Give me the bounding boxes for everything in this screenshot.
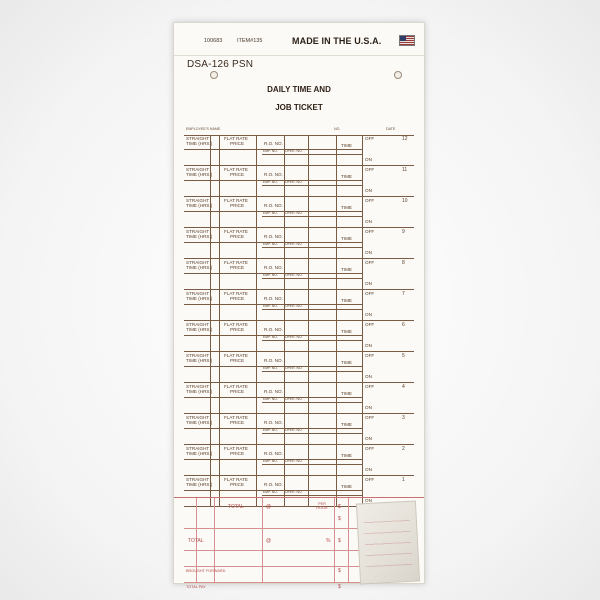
row-midline [262, 247, 362, 248]
emp-no-label: EMP. NO. [263, 459, 278, 463]
straight-label: STRAIGHT [186, 291, 210, 296]
row-number: 7 [402, 291, 405, 297]
ro-no-label: R.O. NO. [264, 327, 283, 332]
time-hrs-label: TIME (HRS.) [186, 451, 213, 456]
totals-divider [348, 498, 349, 583]
time-entry-row [184, 383, 414, 414]
row-divider [336, 135, 337, 165]
price-label: PRICE [230, 265, 245, 270]
time-hrs-label: TIME (HRS.) [186, 327, 213, 332]
row-divider [308, 352, 309, 382]
row-midline [262, 309, 362, 310]
time-entry-rows [184, 135, 414, 507]
time-label: TIME [341, 453, 352, 458]
row-divider [210, 259, 211, 289]
price-label: PRICE [230, 203, 245, 208]
total-label: TOTAL [188, 538, 204, 544]
made-in-usa-label: MADE IN THE U.S.A. [292, 36, 382, 46]
off-label: OFF [365, 446, 375, 451]
row-divider [210, 228, 211, 258]
row-divider [308, 228, 309, 258]
row-divider [210, 352, 211, 382]
per-hour-label: PER HOUR [316, 502, 328, 510]
time-hrs-label: TIME (HRS.) [186, 203, 213, 208]
dollar-sign: $ [338, 584, 341, 590]
time-hrs-label: TIME (HRS.) [186, 358, 213, 363]
time-entry-row [184, 166, 414, 197]
time-hrs-label: TIME (HRS.) [186, 234, 213, 239]
dollar-sign: $ [338, 538, 341, 544]
time-entry-row [184, 445, 414, 476]
emp-no-label: EMP. NO. [263, 304, 278, 308]
row-divider [219, 228, 220, 258]
on-label: ON [365, 157, 372, 162]
flat-rate-label: FLAT RATE [224, 198, 248, 203]
row-midline [262, 371, 362, 372]
oper-no-label: OPER. NO. [285, 149, 303, 153]
row-divider [336, 197, 337, 227]
row-midline [262, 216, 362, 217]
time-hrs-label: TIME (HRS.) [186, 482, 213, 487]
row-number: 1 [402, 477, 405, 483]
emp-no-label: EMP. NO. [263, 366, 278, 370]
row-divider [256, 290, 257, 320]
row-divider [336, 166, 337, 196]
off-label: OFF [365, 291, 375, 296]
straight-label: STRAIGHT [186, 229, 210, 234]
off-label: OFF [365, 415, 375, 420]
straight-label: STRAIGHT [186, 477, 210, 482]
price-label: PRICE [230, 172, 245, 177]
time-entry-row [184, 414, 414, 445]
row-midline [262, 495, 362, 496]
row-divider [219, 383, 220, 413]
row-divider [308, 135, 309, 165]
totals-grid [184, 498, 360, 590]
time-entry-row [184, 290, 414, 321]
at-symbol: @ [266, 504, 272, 510]
price-label: PRICE [230, 234, 245, 239]
percent-sign: % [326, 538, 331, 544]
total-pay-label: TOTAL PAY [186, 585, 206, 589]
row-divider [362, 259, 363, 289]
oper-no-label: OPER. NO. [285, 273, 303, 277]
row-divider [219, 414, 220, 444]
row-divider [219, 135, 220, 165]
dollar-sign: $ [338, 504, 341, 510]
on-label: ON [365, 467, 372, 472]
ro-no-label: R.O. NO. [264, 389, 283, 394]
emp-no-label: EMP. NO. [263, 211, 278, 215]
on-label: ON [365, 312, 372, 317]
row-number: 8 [402, 260, 405, 266]
row-divider [308, 445, 309, 475]
straight-label: STRAIGHT [186, 136, 210, 141]
emp-no-label: EMP. NO. [263, 397, 278, 401]
row-midline [262, 154, 362, 155]
row-midline [262, 464, 362, 465]
price-label: PRICE [230, 141, 245, 146]
time-label: TIME [341, 236, 352, 241]
straight-label: STRAIGHT [186, 322, 210, 327]
ro-no-label: R.O. NO. [264, 296, 283, 301]
model-number: DSA-126 PSN [187, 59, 254, 70]
oper-no-label: OPER. NO. [285, 180, 303, 184]
time-entry-row [184, 259, 414, 290]
row-divider [362, 228, 363, 258]
time-hrs-label: TIME (HRS.) [186, 172, 213, 177]
flat-rate-label: FLAT RATE [224, 477, 248, 482]
total-label-top: TOTAL [228, 504, 244, 510]
oper-no-label: OPER. NO. [285, 366, 303, 370]
item-number: ITEM#135 [237, 38, 263, 44]
ro-no-label: R.O. NO. [264, 358, 283, 363]
emp-no-label: EMP. NO. [263, 428, 278, 432]
time-label: TIME [341, 391, 352, 396]
time-label: TIME [341, 329, 352, 334]
row-divider [219, 352, 220, 382]
row-divider [210, 197, 211, 227]
row-divider [210, 290, 211, 320]
row-divider [308, 321, 309, 351]
row-divider [219, 321, 220, 351]
row-divider [256, 135, 257, 165]
price-label: PRICE [230, 327, 245, 332]
time-entry-row [184, 197, 414, 228]
flat-rate-label: FLAT RATE [224, 136, 248, 141]
top-strip [174, 23, 424, 56]
ro-no-label: R.O. NO. [264, 482, 283, 487]
straight-label: STRAIGHT [186, 415, 210, 420]
off-label: OFF [365, 260, 375, 265]
on-label: ON [365, 498, 372, 503]
row-divider [362, 414, 363, 444]
totals-section [174, 497, 424, 590]
row-number: 11 [402, 167, 408, 173]
ticket-title-line2: JOB TICKET [275, 103, 323, 112]
oper-no-label: OPER. NO. [285, 211, 303, 215]
row-divider [256, 414, 257, 444]
time-label: TIME [341, 143, 352, 148]
emp-no-label: EMP. NO. [263, 242, 278, 246]
time-label: TIME [341, 422, 352, 427]
time-hrs-label: TIME (HRS.) [186, 389, 213, 394]
row-divider [256, 259, 257, 289]
emp-no-label: EMP. NO. [263, 490, 278, 494]
row-midline [262, 402, 362, 403]
time-entry-row [184, 135, 414, 166]
row-divider [362, 321, 363, 351]
on-label: ON [365, 250, 372, 255]
ro-no-label: R.O. NO. [264, 451, 283, 456]
brought-forward-label: BROUGHT FORWARD [186, 569, 226, 573]
off-label: OFF [365, 136, 375, 141]
price-label: PRICE [230, 482, 245, 487]
row-divider [336, 414, 337, 444]
straight-label: STRAIGHT [186, 446, 210, 451]
row-divider [256, 383, 257, 413]
off-label: OFF [365, 198, 375, 203]
straight-label: STRAIGHT [186, 167, 210, 172]
off-label: OFF [365, 384, 375, 389]
straight-label: STRAIGHT [186, 198, 210, 203]
row-divider [256, 321, 257, 351]
oper-no-label: OPER. NO. [285, 397, 303, 401]
emp-no-label: EMP. NO. [263, 180, 278, 184]
at-symbol: @ [266, 538, 272, 544]
punch-hole-right [394, 71, 402, 79]
row-divider [336, 445, 337, 475]
row-divider [210, 445, 211, 475]
row-divider [210, 166, 211, 196]
flat-rate-label: FLAT RATE [224, 353, 248, 358]
ro-no-label: R.O. NO. [264, 234, 283, 239]
totals-divider [334, 498, 335, 583]
stock-code: 100683 [204, 38, 223, 44]
time-hrs-label: TIME (HRS.) [186, 296, 213, 301]
row-divider [362, 352, 363, 382]
row-number: 2 [402, 446, 405, 452]
row-midline [262, 278, 362, 279]
row-divider [219, 445, 220, 475]
row-divider [308, 414, 309, 444]
row-divider [336, 352, 337, 382]
ticket-title-line1: DAILY TIME AND [267, 85, 331, 94]
price-label: PRICE [230, 420, 245, 425]
flat-rate-label: FLAT RATE [224, 167, 248, 172]
row-divider [362, 166, 363, 196]
row-divider [336, 259, 337, 289]
flat-rate-label: FLAT RATE [224, 446, 248, 451]
on-label: ON [365, 343, 372, 348]
flat-rate-label: FLAT RATE [224, 260, 248, 265]
on-label: ON [365, 405, 372, 410]
straight-label: STRAIGHT [186, 260, 210, 265]
on-label: ON [365, 374, 372, 379]
time-label: TIME [341, 267, 352, 272]
row-divider [219, 290, 220, 320]
row-divider [362, 290, 363, 320]
row-number: 3 [402, 415, 405, 421]
row-number: 9 [402, 229, 405, 235]
row-divider [308, 259, 309, 289]
row-divider [210, 321, 211, 351]
row-number: 10 [402, 198, 408, 204]
row-divider [256, 352, 257, 382]
ro-no-label: R.O. NO. [264, 141, 283, 146]
time-entry-row [184, 228, 414, 259]
row-divider [308, 166, 309, 196]
no-label: NO. [334, 127, 341, 131]
row-midline [262, 433, 362, 434]
on-label: ON [365, 436, 372, 441]
row-number: 6 [402, 322, 405, 328]
time-label: TIME [341, 360, 352, 365]
off-label: OFF [365, 167, 375, 172]
emp-no-label: EMP. NO. [263, 149, 278, 153]
emp-no-label: EMP. NO. [263, 273, 278, 277]
row-divider [219, 166, 220, 196]
time-label: TIME [341, 484, 352, 489]
time-hrs-label: TIME (HRS.) [186, 141, 213, 146]
row-midline [262, 185, 362, 186]
off-label: OFF [365, 322, 375, 327]
time-hrs-label: TIME (HRS.) [186, 265, 213, 270]
row-divider [336, 383, 337, 413]
row-midline [262, 340, 362, 341]
price-label: PRICE [230, 358, 245, 363]
row-number: 5 [402, 353, 405, 359]
flat-rate-label: FLAT RATE [224, 415, 248, 420]
off-label: OFF [365, 229, 375, 234]
ro-no-label: R.O. NO. [264, 265, 283, 270]
straight-label: STRAIGHT [186, 353, 210, 358]
row-number: 12 [402, 136, 408, 142]
on-label: ON [365, 281, 372, 286]
dollar-sign: $ [338, 568, 341, 574]
row-divider [210, 383, 211, 413]
totals-divider [262, 498, 263, 583]
row-divider [308, 197, 309, 227]
oper-no-label: OPER. NO. [285, 428, 303, 432]
date-label: DATE [386, 127, 396, 131]
flat-rate-label: FLAT RATE [224, 384, 248, 389]
row-divider [256, 166, 257, 196]
price-label: PRICE [230, 389, 245, 394]
oper-no-label: OPER. NO. [285, 459, 303, 463]
flat-rate-label: FLAT RATE [224, 322, 248, 327]
row-divider [362, 383, 363, 413]
oper-no-label: OPER. NO. [285, 335, 303, 339]
dollar-sign: $ [338, 516, 341, 522]
row-divider [256, 197, 257, 227]
ro-no-label: R.O. NO. [264, 203, 283, 208]
price-label: PRICE [230, 296, 245, 301]
row-divider [362, 445, 363, 475]
row-divider [308, 383, 309, 413]
ro-no-label: R.O. NO. [264, 420, 283, 425]
row-divider [219, 197, 220, 227]
time-entry-row [184, 352, 414, 383]
emp-no-label: EMP. NO. [263, 335, 278, 339]
row-divider [210, 414, 211, 444]
off-label: OFF [365, 477, 375, 482]
flat-rate-label: FLAT RATE [224, 291, 248, 296]
row-divider [256, 445, 257, 475]
time-label: TIME [341, 298, 352, 303]
row-divider [362, 197, 363, 227]
punch-hole-left [210, 71, 218, 79]
row-divider [256, 228, 257, 258]
straight-label: STRAIGHT [186, 384, 210, 389]
job-ticket [173, 22, 425, 590]
row-divider [219, 259, 220, 289]
row-divider [336, 290, 337, 320]
row-divider [308, 290, 309, 320]
ro-no-label: R.O. NO. [264, 172, 283, 177]
time-label: TIME [341, 205, 352, 210]
time-hrs-label: TIME (HRS.) [186, 420, 213, 425]
row-divider [336, 228, 337, 258]
carbon-copy-page [356, 500, 420, 584]
row-divider [336, 321, 337, 351]
time-entry-row [184, 321, 414, 352]
oper-no-label: OPER. NO. [285, 242, 303, 246]
oper-no-label: OPER. NO. [285, 304, 303, 308]
time-label: TIME [341, 174, 352, 179]
row-divider [210, 135, 211, 165]
row-divider [362, 135, 363, 165]
employee-name-label: EMPLOYEE'S NAME [186, 127, 221, 131]
price-label: PRICE [230, 451, 245, 456]
row-number: 4 [402, 384, 405, 390]
us-flag-icon [399, 35, 415, 46]
oper-no-label: OPER. NO. [285, 490, 303, 494]
flat-rate-label: FLAT RATE [224, 229, 248, 234]
on-label: ON [365, 219, 372, 224]
off-label: OFF [365, 353, 375, 358]
on-label: ON [365, 188, 372, 193]
